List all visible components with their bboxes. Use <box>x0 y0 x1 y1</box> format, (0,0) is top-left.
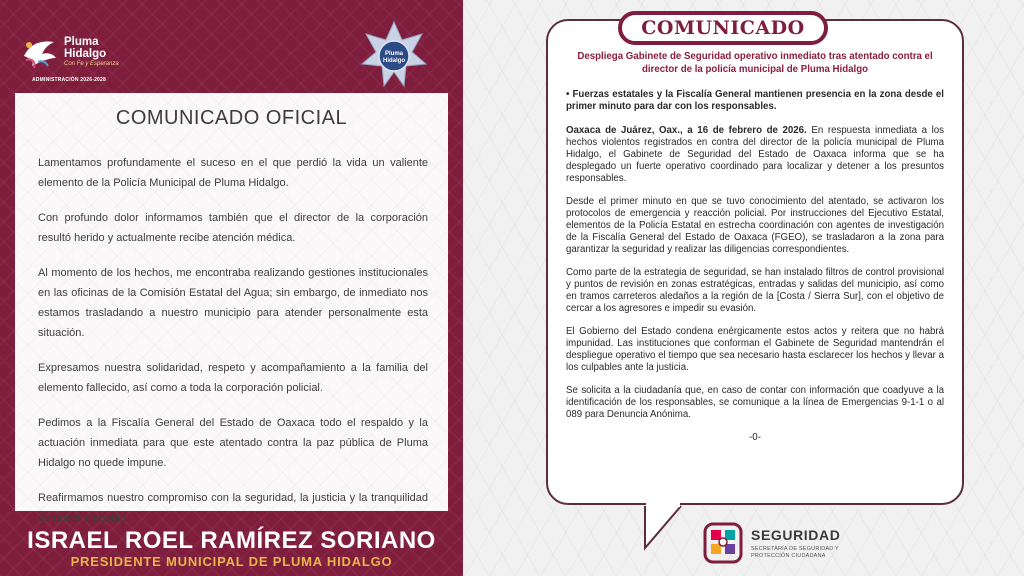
communique-banner: COMUNICADO <box>618 11 828 45</box>
communique-paragraph: Expresamos nuestra solidaridad, respeto y acompañamiento a la familia del elemento fallecido, así como a toda la corporación policial. <box>38 362 428 394</box>
paragraph-text: En respuesta inmediata a los hechos violentos registrados en contra del director de la policía municipal de Pluma Hidalgo, el Gabinete de Seguridad del Estado de Oaxaca informa que se ha desplegado un fuerte operativo coordinado para localizar y detener a los presuntos responsables. <box>566 125 944 184</box>
dove-icon <box>20 36 60 70</box>
dateline: Oaxaca de Juárez, Oax., a 16 de febrero de 2026. <box>566 125 807 136</box>
communique-paragraph: Pedimos a la Fiscalía General del Estado de Oaxaca todo el respaldo y la actuación inmediata para que este atentado contra la paz pública de Pluma Hidalgo no quede impune. <box>38 417 428 469</box>
logo-administration: ADMINISTRACIÓN 2026-2028 <box>32 77 106 83</box>
logo-motto: Con Fe y Esperanza <box>64 61 119 67</box>
badge-text-line1: Pluma <box>384 51 403 57</box>
seguridad-logo-subtitle: SECRETARÍA DE SEGURIDAD Y PROTECCIÓN CIUDADANA <box>751 546 839 559</box>
left-communique-panel <box>0 0 463 576</box>
speech-bubble-tail <box>643 492 703 552</box>
communique-paragraph: Al momento de los hechos, me encontraba realizando gestiones institucionales en las oficinas de la Comisión Estatal del Agua; sin embargo, de inmediato nos estamos trasladando a nuestro municipio para atender personalmente esta situación. <box>38 267 428 339</box>
press-release-headline: Despliega Gabinete de Seguridad operativo inmediato tras atentado contra el director de la policía municipal de Pluma Hidalgo <box>577 51 933 75</box>
oaxaca-emblem-icon <box>703 520 743 566</box>
end-mark: -0- <box>749 432 761 443</box>
press-release-paragraph: Se solicita a la ciudadanía que, en caso de contar con información que coadyuve a la identificación de los responsables, se comunique a la línea de Emergencias 9-1-1 o al 089 para Denuncia Anónima. <box>566 385 944 420</box>
signature-role: PRESIDENTE MUNICIPAL DE PLUMA HIDALGO <box>70 554 393 569</box>
badge-text-line2: Hidalgo <box>383 58 405 64</box>
press-release-paragraph: El Gobierno del Estado condena enérgicamente estos actos y reitera que no habrá impunidad. Las instituciones que conforman el Gabinete de Seguridad mantendrán el despliegue operativo el tiempo que sea necesario hasta esclarecer los hechos y llevar a los culpables ante la justicia. <box>566 326 944 373</box>
police-badge <box>360 20 428 90</box>
press-release-paragraph: Desde el primer minuto en que se tuvo conocimiento del atentado, se activaron los protocolos de emergencia y reacción policial. Por instrucciones del Ejecutivo Estatal, elementos de la Policía Estatal en estrecha coordinación con agentes de investigación de la Fiscalía General del Estado de Oaxaca (FGEO), se trasladaron a la zona para garantizar la seguridad y realizar las diligencias correspondientes. <box>566 196 944 255</box>
pluma-hidalgo-logo <box>20 32 130 88</box>
press-release-paragraph: Como parte de la estrategia de seguridad, se han instalado filtros de control provisional y puntos de revisión en zonas estratégicas, entradas y salidas del municipio, así como en tramos carreteros aledaños a la región de la [Costa / Sierra Sur], con el objetivo de cercar a los agresores e impedir su evasión. <box>566 267 944 314</box>
badge-text <box>360 51 428 65</box>
press-release-bullet: • Fuerzas estatales y la Fiscalía General mantienen presencia en la zona desde el primer minuto para dar con los responsables. <box>566 89 944 112</box>
signature-name: ISRAEL ROEL RAMÍREZ SORIANO <box>27 527 436 554</box>
communique-paragraph: Con profundo dolor informamos también que el director de la corporación resultó herido y actualmente recibe atención médica. <box>38 212 428 244</box>
communique-paragraph: Lamentamos profundamente el suceso en el que perdió la vida un valiente elemento de la Policía Municipal de Pluma Hidalgo. <box>38 157 428 189</box>
press-release-paragraph <box>566 125 944 185</box>
communique-body <box>38 153 428 543</box>
logo-name-line1: Pluma <box>64 36 99 48</box>
seguridad-logo-title: SEGURIDAD <box>751 527 841 543</box>
right-communique-panel <box>463 0 1024 576</box>
logo-name-line2: Hidalgo <box>64 48 107 60</box>
logo-name <box>64 36 106 60</box>
communique-paragraph: Reafirmamos nuestro compromiso con la seguridad, la justicia y la tranquilidad de nuestro pueblo. <box>38 492 428 524</box>
communique-title: COMUNICADO OFICIAL <box>115 107 348 129</box>
communique-card <box>15 93 448 524</box>
press-release-body <box>566 50 944 443</box>
